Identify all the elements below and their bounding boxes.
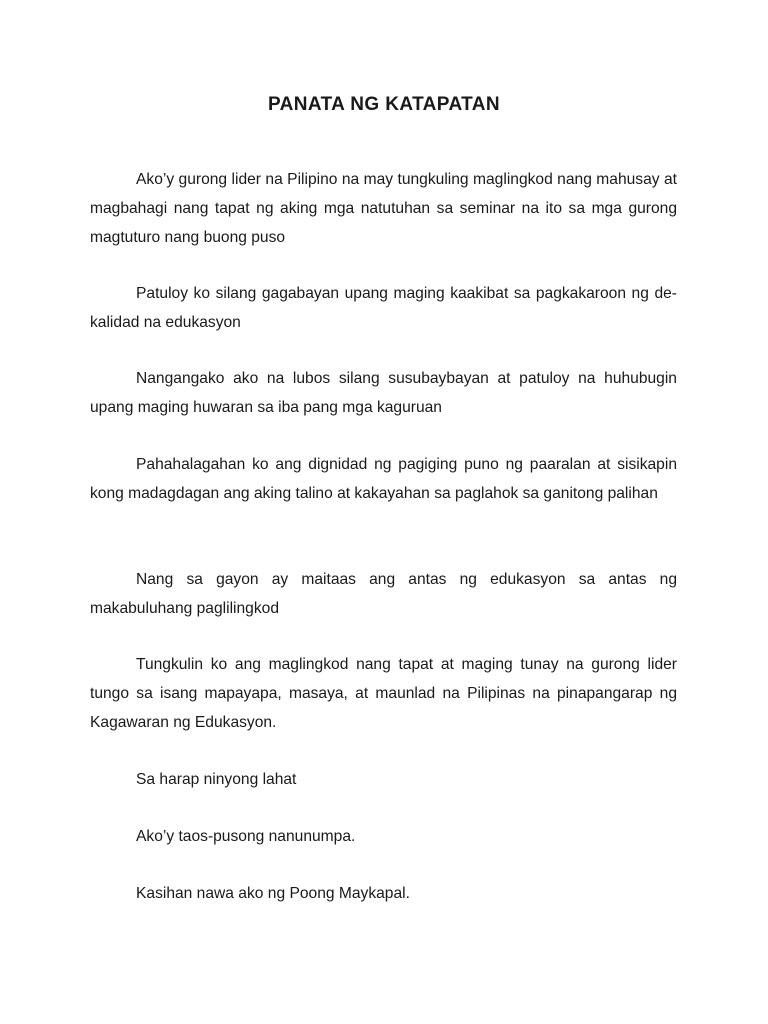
- paragraph-2: Patuloy ko silang gagabayan upang maging kaakibat sa pagkakaroon ng de-kalidad na edukasyon: [90, 285, 677, 331]
- paragraph-8: Ako’y taos-pusong nanunumpa.: [136, 828, 356, 845]
- paragraph-7: Sa harap ninyong lahat: [136, 771, 297, 788]
- paragraph-6: Tungkulin ko ang maglingkod nang tapat at maging tunay na gurong lider tungo sa isang mapayapa, masaya, at maunlad na Pilipinas na pinapangarap ng Kagawaran ng Edukasyon.: [90, 656, 677, 731]
- paragraph-1: Ako’y gurong lider na Pilipino na may tungkuling maglingkod nang mahusay at magbahagi nang tapat ng aking mga natutuhan sa seminar na ito sa mga gurong magtuturo nang buong puso: [90, 171, 677, 246]
- paragraph-4: Pahahalagahan ko ang dignidad ng pagiging puno ng paaralan at sisikapin kong madagdagan ang aking talino at kakayahan sa paglahok sa ganitong palihan: [90, 456, 677, 502]
- paragraph-9: Kasihan nawa ako ng Poong Maykapal.: [136, 885, 410, 902]
- paragraph-5: Nang sa gayon ay maitaas ang antas ng edukasyon sa antas ng makabuluhang paglilingkod: [90, 571, 677, 617]
- paragraph-3: Nangangako ako na lubos silang susubaybayan at patuloy na huhubugin upang maging huwaran sa iba pang mga kaguruan: [90, 370, 677, 416]
- document-title: PANATA NG KATAPATAN: [267, 94, 501, 115]
